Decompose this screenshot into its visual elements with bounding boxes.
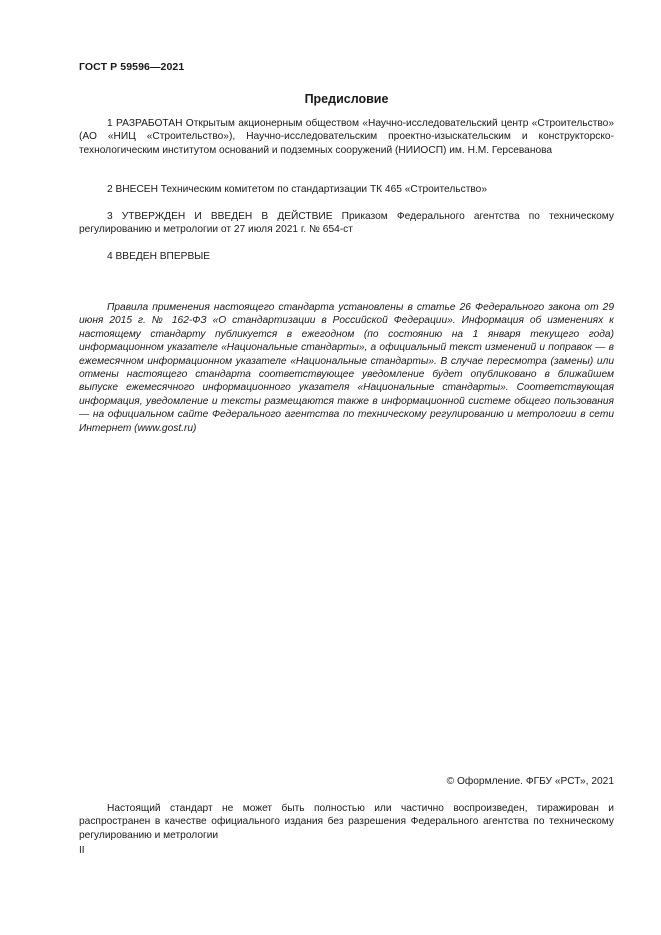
rules-note: Правила применения настоящего стандарта установлены в статье 26 Федерального закона от 29 июня 2015 г. № 162-ФЗ «О стандартизации в Российской Федерации». Информация об изменениях к настоящему стандарту публикуется в ежегодном (по состоянию на 1 января текущего года) информационном указателе «Национальные стандарты», а официальный текст изменений и поправок — в ежемесячном информационном указателе «Национальные стандарты». В случае пересмотра (замены) или отмены настоящего стандарта соответствующее уведомление будет опубликовано в ближайшем выпуске ежемесячного информационного указателя «Национальные стандарты». Соответствующая информация, уведомление и тексты размещаются также в информационной системе общего пользования — на официальном сайте Федерального агентства по техническому регулированию и метрологии в сети Интернет (www.gost.ru) (79, 302, 614, 434)
page-number: II (79, 845, 85, 856)
preface-item-2: 2 ВНЕСЕН Техническим комитетом по стандартизации ТК 465 «Строительство» (107, 184, 487, 195)
preface-item-3: 3 УТВЕРЖДЕН И ВВЕДЕН В ДЕЙСТВИЕ Приказом Федерального агентства по техническому регулированию и метрологии от 27 июля 2021 г. № 654-ст (79, 211, 614, 236)
preface-item-4: 4 ВВЕДЕН ВПЕРВЫЕ (107, 251, 211, 262)
copyright-notice: © Оформление. ФГБУ «РСТ», 2021 (446, 776, 614, 787)
preface-title: Предисловие (304, 92, 389, 106)
document-id: ГОСТ Р 59596—2021 (79, 61, 185, 73)
preface-item-1: 1 РАЗРАБОТАН Открытым акционерным обществом «Научно-исследовательский центр «Строительство» (АО «НИЦ «Строительство»), Научно-исследовательским проектно-изыскательским и конструкторско-технологическим институтом оснований и подземных сооружений (НИИОСП) им. Н.М. Герсеванова (79, 118, 614, 156)
reproduction-notice: Настоящий стандарт не может быть полностью или частично воспроизведен, тиражирован и распространен в качестве официального издания без разрешения Федерального агентства по техническому регулированию и метрологии (79, 803, 614, 841)
